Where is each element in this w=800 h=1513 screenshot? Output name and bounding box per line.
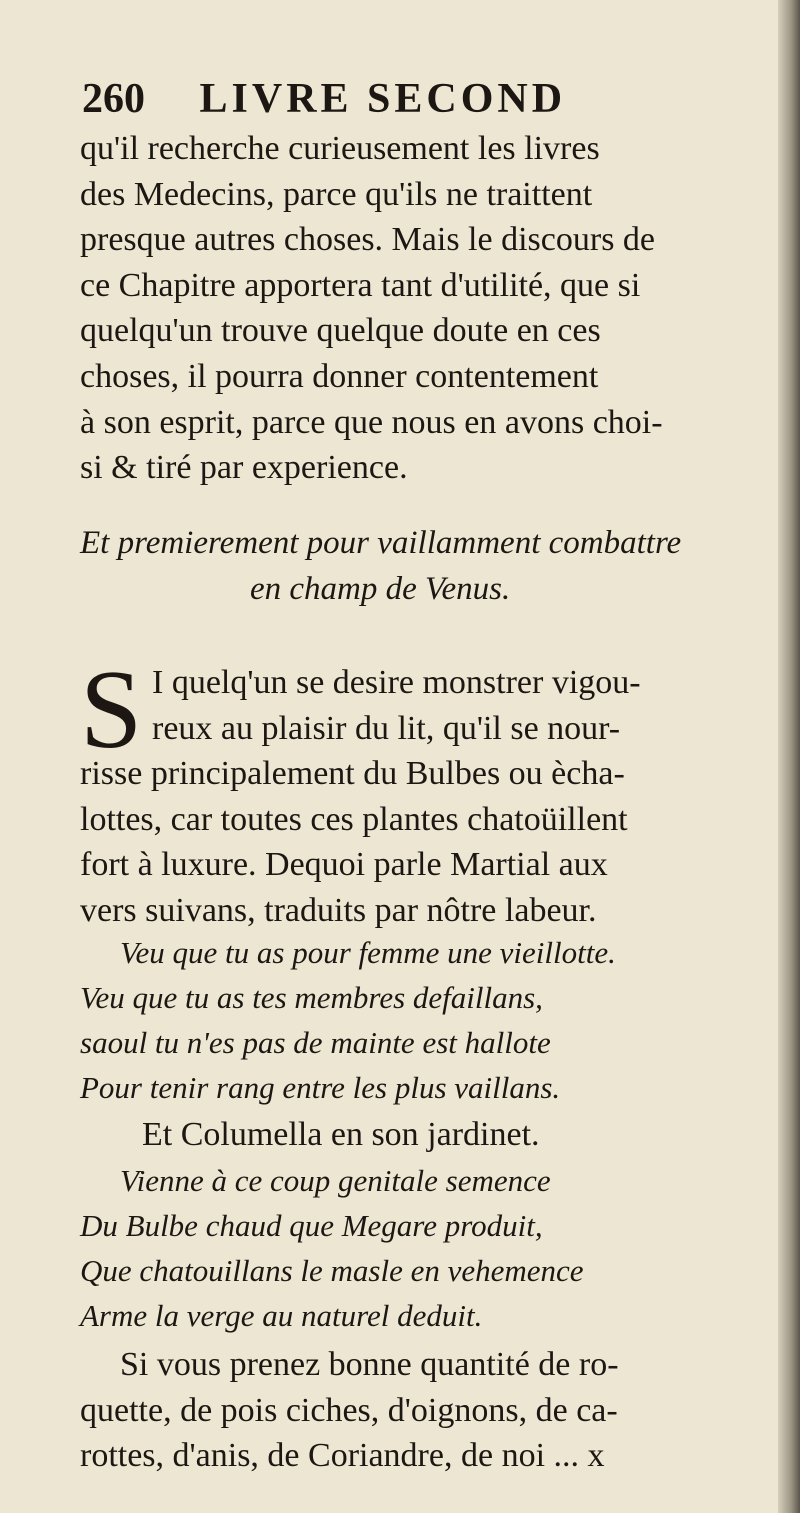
text-line: si & tiré par experience. (80, 449, 408, 487)
paragraph-3 (80, 1342, 770, 1479)
text-line: risse principalement du Bulbes ou ècha- (80, 755, 625, 793)
text-line: Si vous prenez bonne quantité de ro- (120, 1346, 619, 1383)
text-line: rottes, d'anis, de Coriandre, de noi ... x (80, 1437, 605, 1475)
paragraph-1 (80, 126, 770, 491)
text-line: ce Chapitre apportera tant d'utilité, que si (80, 266, 641, 304)
verse-line: Pour tenir rang entre les plus vaillans. (80, 1070, 561, 1105)
text-line: presque autres choses. Mais le discours de (80, 221, 656, 259)
text-line: qu'il recherche curieusement les livres (80, 130, 600, 167)
running-header (82, 75, 762, 123)
text-line: quelqu'un trouve quelque doute en ces (80, 312, 601, 350)
section-title-line: en champ de Venus. (250, 571, 511, 607)
verse-columella (80, 1158, 770, 1338)
verse-line: saoul tu n'es pas de mainte est hallote (80, 1025, 551, 1060)
paragraph-2 (80, 648, 770, 934)
text-line: à son esprit, parce que nous en avons choi- (80, 403, 663, 441)
verse-line: Arme la verge au naturel deduit. (80, 1298, 483, 1333)
verse-line: Veu que tu as tes membres defaillans, (80, 980, 543, 1015)
verse-martial (80, 930, 770, 1110)
verse-line: Vienne à ce coup genitale semence (120, 1163, 551, 1198)
page-edge-shadow (778, 0, 800, 1513)
drop-cap: S (80, 648, 143, 772)
text-line: lottes, car toutes ces plantes chatoüillent (80, 800, 628, 838)
text-line: I quelq'un se desire monstrer vigou- (152, 664, 641, 701)
verse-line: Que chatouillans le masle en vehemence (80, 1253, 584, 1288)
verse-line: Veu que tu as pour femme une vieillotte. (120, 935, 616, 970)
text-line: des Medecins, parce qu'ils ne traittent (80, 175, 593, 213)
running-title: LIVRE SECOND (199, 76, 567, 122)
text-line: quette, de pois ciches, d'oignons, de ca- (80, 1391, 618, 1429)
text-line: choses, il pourra donner contentement (80, 357, 599, 395)
text-line: reux au plaisir du lit, qu'il se nour- (152, 709, 621, 747)
text-line: vers suivans, traduits par nôtre labeur. (80, 891, 597, 929)
section-title (80, 520, 770, 612)
verse-line: Du Bulbe chaud que Megare produit, (80, 1208, 543, 1243)
page-number: 260 (82, 76, 145, 122)
text-line: fort à luxure. Dequoi parle Martial aux (80, 846, 608, 884)
columella-line: Et Columella en son jardinet. (142, 1116, 540, 1153)
section-title-line: Et premierement pour vaillamment combattre (80, 525, 682, 561)
